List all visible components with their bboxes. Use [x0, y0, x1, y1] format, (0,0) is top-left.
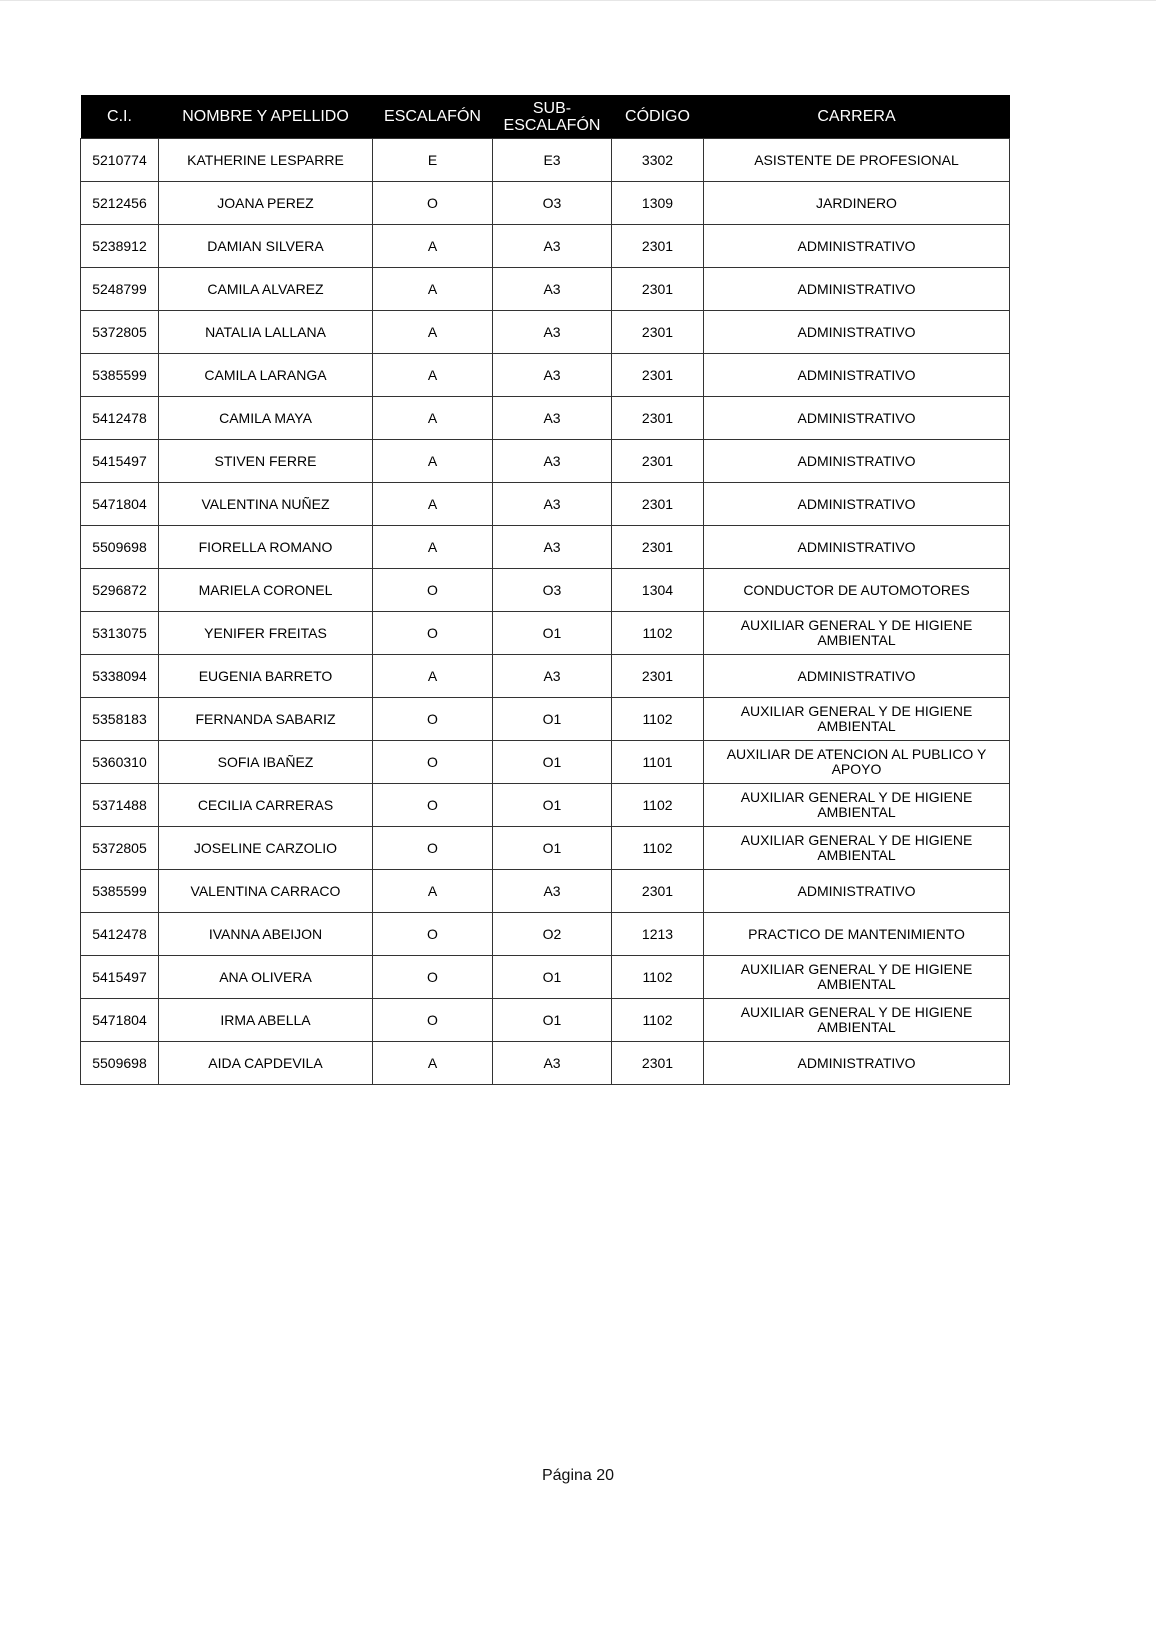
cell-subescalafon: A3: [493, 225, 612, 268]
table-row: [81, 870, 1010, 913]
cell-carrera: AUXILIAR GENERAL Y DE HIGIENE AMBIENTAL: [704, 698, 1010, 741]
cell-nombre: CECILIA CARRERAS: [159, 784, 373, 827]
cell-carrera: ADMINISTRATIVO: [704, 225, 1010, 268]
header-subescalafon-line2: ESCALAFÓN: [503, 116, 601, 134]
personnel-table: [80, 95, 1010, 1085]
cell-codigo: 1102: [612, 827, 704, 870]
cell-escalafon: O: [373, 999, 493, 1042]
cell-nombre: JOANA PEREZ: [159, 182, 373, 225]
cell-codigo: 2301: [612, 354, 704, 397]
cell-escalafon: O: [373, 784, 493, 827]
cell-subescalafon: A3: [493, 655, 612, 698]
table-row: [81, 612, 1010, 655]
table-row: [81, 784, 1010, 827]
cell-carrera: ADMINISTRATIVO: [704, 1042, 1010, 1085]
cell-carrera: ADMINISTRATIVO: [704, 483, 1010, 526]
cell-codigo: 1213: [612, 913, 704, 956]
cell-carrera: AUXILIAR DE ATENCION AL PUBLICO Y APOYO: [704, 741, 1010, 784]
cell-ci: 5338094: [81, 655, 159, 698]
cell-codigo: 2301: [612, 483, 704, 526]
cell-subescalafon: E3: [493, 139, 612, 182]
cell-nombre: SOFIA IBAÑEZ: [159, 741, 373, 784]
cell-carrera: ADMINISTRATIVO: [704, 354, 1010, 397]
cell-carrera: AUXILIAR GENERAL Y DE HIGIENE AMBIENTAL: [704, 612, 1010, 655]
cell-codigo: 2301: [612, 440, 704, 483]
cell-subescalafon: O1: [493, 784, 612, 827]
cell-ci: 5415497: [81, 440, 159, 483]
cell-escalafon: O: [373, 612, 493, 655]
cell-codigo: 2301: [612, 870, 704, 913]
table-row: [81, 268, 1010, 311]
cell-ci: 5412478: [81, 913, 159, 956]
table-row: [81, 1042, 1010, 1085]
cell-escalafon: A: [373, 268, 493, 311]
cell-codigo: 1101: [612, 741, 704, 784]
cell-escalafon: A: [373, 655, 493, 698]
header-ci: C.I.: [81, 95, 159, 139]
cell-codigo: 2301: [612, 225, 704, 268]
cell-nombre: MARIELA CORONEL: [159, 569, 373, 612]
cell-ci: 5360310: [81, 741, 159, 784]
cell-carrera: ADMINISTRATIVO: [704, 268, 1010, 311]
cell-carrera: ADMINISTRATIVO: [704, 397, 1010, 440]
table-row: [81, 526, 1010, 569]
cell-ci: 5371488: [81, 784, 159, 827]
cell-escalafon: A: [373, 870, 493, 913]
cell-escalafon: O: [373, 741, 493, 784]
cell-subescalafon: A3: [493, 1042, 612, 1085]
cell-codigo: 2301: [612, 655, 704, 698]
cell-escalafon: E: [373, 139, 493, 182]
header-subescalafon-line1: SUB-: [532, 99, 572, 117]
cell-carrera: AUXILIAR GENERAL Y DE HIGIENE AMBIENTAL: [704, 784, 1010, 827]
cell-ci: 5248799: [81, 268, 159, 311]
cell-escalafon: A: [373, 526, 493, 569]
cell-ci: 5415497: [81, 956, 159, 999]
cell-carrera: ADMINISTRATIVO: [704, 655, 1010, 698]
header-nombre: NOMBRE Y APELLIDO: [159, 95, 373, 139]
cell-carrera: ADMINISTRATIVO: [704, 870, 1010, 913]
cell-subescalafon: A3: [493, 397, 612, 440]
table-row: [81, 913, 1010, 956]
table-row: [81, 827, 1010, 870]
cell-ci: 5313075: [81, 612, 159, 655]
cell-subescalafon: A3: [493, 268, 612, 311]
cell-nombre: STIVEN FERRE: [159, 440, 373, 483]
table-row: [81, 311, 1010, 354]
table-row: [81, 397, 1010, 440]
cell-escalafon: A: [373, 483, 493, 526]
cell-carrera: ADMINISTRATIVO: [704, 440, 1010, 483]
cell-subescalafon: A3: [493, 483, 612, 526]
cell-nombre: EUGENIA BARRETO: [159, 655, 373, 698]
cell-ci: 5385599: [81, 870, 159, 913]
cell-carrera: ADMINISTRATIVO: [704, 526, 1010, 569]
cell-carrera: ASISTENTE DE PROFESIONAL: [704, 139, 1010, 182]
cell-nombre: FIORELLA ROMANO: [159, 526, 373, 569]
cell-escalafon: A: [373, 354, 493, 397]
cell-carrera: PRACTICO DE MANTENIMIENTO: [704, 913, 1010, 956]
cell-ci: 5385599: [81, 354, 159, 397]
cell-ci: 5372805: [81, 827, 159, 870]
cell-subescalafon: O1: [493, 612, 612, 655]
cell-nombre: FERNANDA SABARIZ: [159, 698, 373, 741]
cell-escalafon: O: [373, 569, 493, 612]
cell-codigo: 1102: [612, 784, 704, 827]
cell-nombre: CAMILA LARANGA: [159, 354, 373, 397]
cell-subescalafon: O1: [493, 827, 612, 870]
cell-codigo: 2301: [612, 311, 704, 354]
cell-carrera: JARDINERO: [704, 182, 1010, 225]
cell-subescalafon: A3: [493, 354, 612, 397]
cell-subescalafon: O3: [493, 182, 612, 225]
cell-codigo: 2301: [612, 526, 704, 569]
cell-carrera: AUXILIAR GENERAL Y DE HIGIENE AMBIENTAL: [704, 999, 1010, 1042]
cell-codigo: 1102: [612, 698, 704, 741]
cell-escalafon: O: [373, 182, 493, 225]
cell-nombre: AIDA CAPDEVILA: [159, 1042, 373, 1085]
cell-subescalafon: O3: [493, 569, 612, 612]
cell-codigo: 2301: [612, 397, 704, 440]
cell-subescalafon: O2: [493, 913, 612, 956]
cell-carrera: CONDUCTOR DE AUTOMOTORES: [704, 569, 1010, 612]
cell-escalafon: O: [373, 827, 493, 870]
header-carrera: CARRERA: [704, 95, 1010, 139]
cell-escalafon: A: [373, 440, 493, 483]
header-subescalafon: [493, 95, 612, 139]
table-row: [81, 698, 1010, 741]
cell-codigo: 1102: [612, 956, 704, 999]
cell-codigo: 1102: [612, 999, 704, 1042]
cell-ci: 5471804: [81, 483, 159, 526]
cell-ci: 5509698: [81, 526, 159, 569]
cell-codigo: 1309: [612, 182, 704, 225]
cell-nombre: CAMILA ALVAREZ: [159, 268, 373, 311]
cell-subescalafon: O1: [493, 741, 612, 784]
cell-nombre: KATHERINE LESPARRE: [159, 139, 373, 182]
table-header: [81, 95, 1010, 139]
cell-subescalafon: A3: [493, 870, 612, 913]
header-codigo: CÓDIGO: [612, 95, 704, 139]
table-row: [81, 956, 1010, 999]
cell-codigo: 3302: [612, 139, 704, 182]
cell-codigo: 1102: [612, 612, 704, 655]
cell-codigo: 2301: [612, 268, 704, 311]
cell-escalafon: A: [373, 311, 493, 354]
cell-nombre: ANA OLIVERA: [159, 956, 373, 999]
cell-subescalafon: A3: [493, 311, 612, 354]
cell-ci: 5509698: [81, 1042, 159, 1085]
cell-nombre: VALENTINA NUÑEZ: [159, 483, 373, 526]
table-row: [81, 741, 1010, 784]
cell-escalafon: A: [373, 1042, 493, 1085]
cell-nombre: CAMILA MAYA: [159, 397, 373, 440]
cell-carrera: AUXILIAR GENERAL Y DE HIGIENE AMBIENTAL: [704, 827, 1010, 870]
cell-ci: 5238912: [81, 225, 159, 268]
cell-nombre: YENIFER FREITAS: [159, 612, 373, 655]
cell-carrera: AUXILIAR GENERAL Y DE HIGIENE AMBIENTAL: [704, 956, 1010, 999]
cell-nombre: DAMIAN SILVERA: [159, 225, 373, 268]
page-top-edge: [0, 0, 1156, 1]
table-row: [81, 655, 1010, 698]
cell-carrera: ADMINISTRATIVO: [704, 311, 1010, 354]
table-row: [81, 483, 1010, 526]
cell-subescalafon: A3: [493, 440, 612, 483]
table-row: [81, 999, 1010, 1042]
cell-ci: 5358183: [81, 698, 159, 741]
cell-subescalafon: O1: [493, 698, 612, 741]
cell-subescalafon: O1: [493, 956, 612, 999]
cell-subescalafon: O1: [493, 999, 612, 1042]
table-row: [81, 440, 1010, 483]
cell-codigo: 2301: [612, 1042, 704, 1085]
cell-ci: 5296872: [81, 569, 159, 612]
table-row: [81, 139, 1010, 182]
cell-escalafon: A: [373, 397, 493, 440]
cell-escalafon: O: [373, 956, 493, 999]
cell-escalafon: O: [373, 698, 493, 741]
cell-nombre: IRMA ABELLA: [159, 999, 373, 1042]
cell-nombre: VALENTINA CARRACO: [159, 870, 373, 913]
cell-nombre: NATALIA LALLANA: [159, 311, 373, 354]
header-escalafon: ESCALAFÓN: [373, 95, 493, 139]
cell-ci: 5471804: [81, 999, 159, 1042]
cell-ci: 5412478: [81, 397, 159, 440]
header-row: [81, 95, 1010, 139]
table-row: [81, 182, 1010, 225]
table-row: [81, 354, 1010, 397]
cell-ci: 5210774: [81, 139, 159, 182]
cell-ci: 5372805: [81, 311, 159, 354]
cell-codigo: 1304: [612, 569, 704, 612]
cell-escalafon: A: [373, 225, 493, 268]
cell-nombre: JOSELINE CARZOLIO: [159, 827, 373, 870]
cell-nombre: IVANNA ABEIJON: [159, 913, 373, 956]
cell-subescalafon: A3: [493, 526, 612, 569]
table-row: [81, 225, 1010, 268]
cell-ci: 5212456: [81, 182, 159, 225]
table-row: [81, 569, 1010, 612]
table-body: [81, 139, 1010, 1085]
page-number: Página 20: [541, 1467, 615, 1484]
cell-escalafon: O: [373, 913, 493, 956]
